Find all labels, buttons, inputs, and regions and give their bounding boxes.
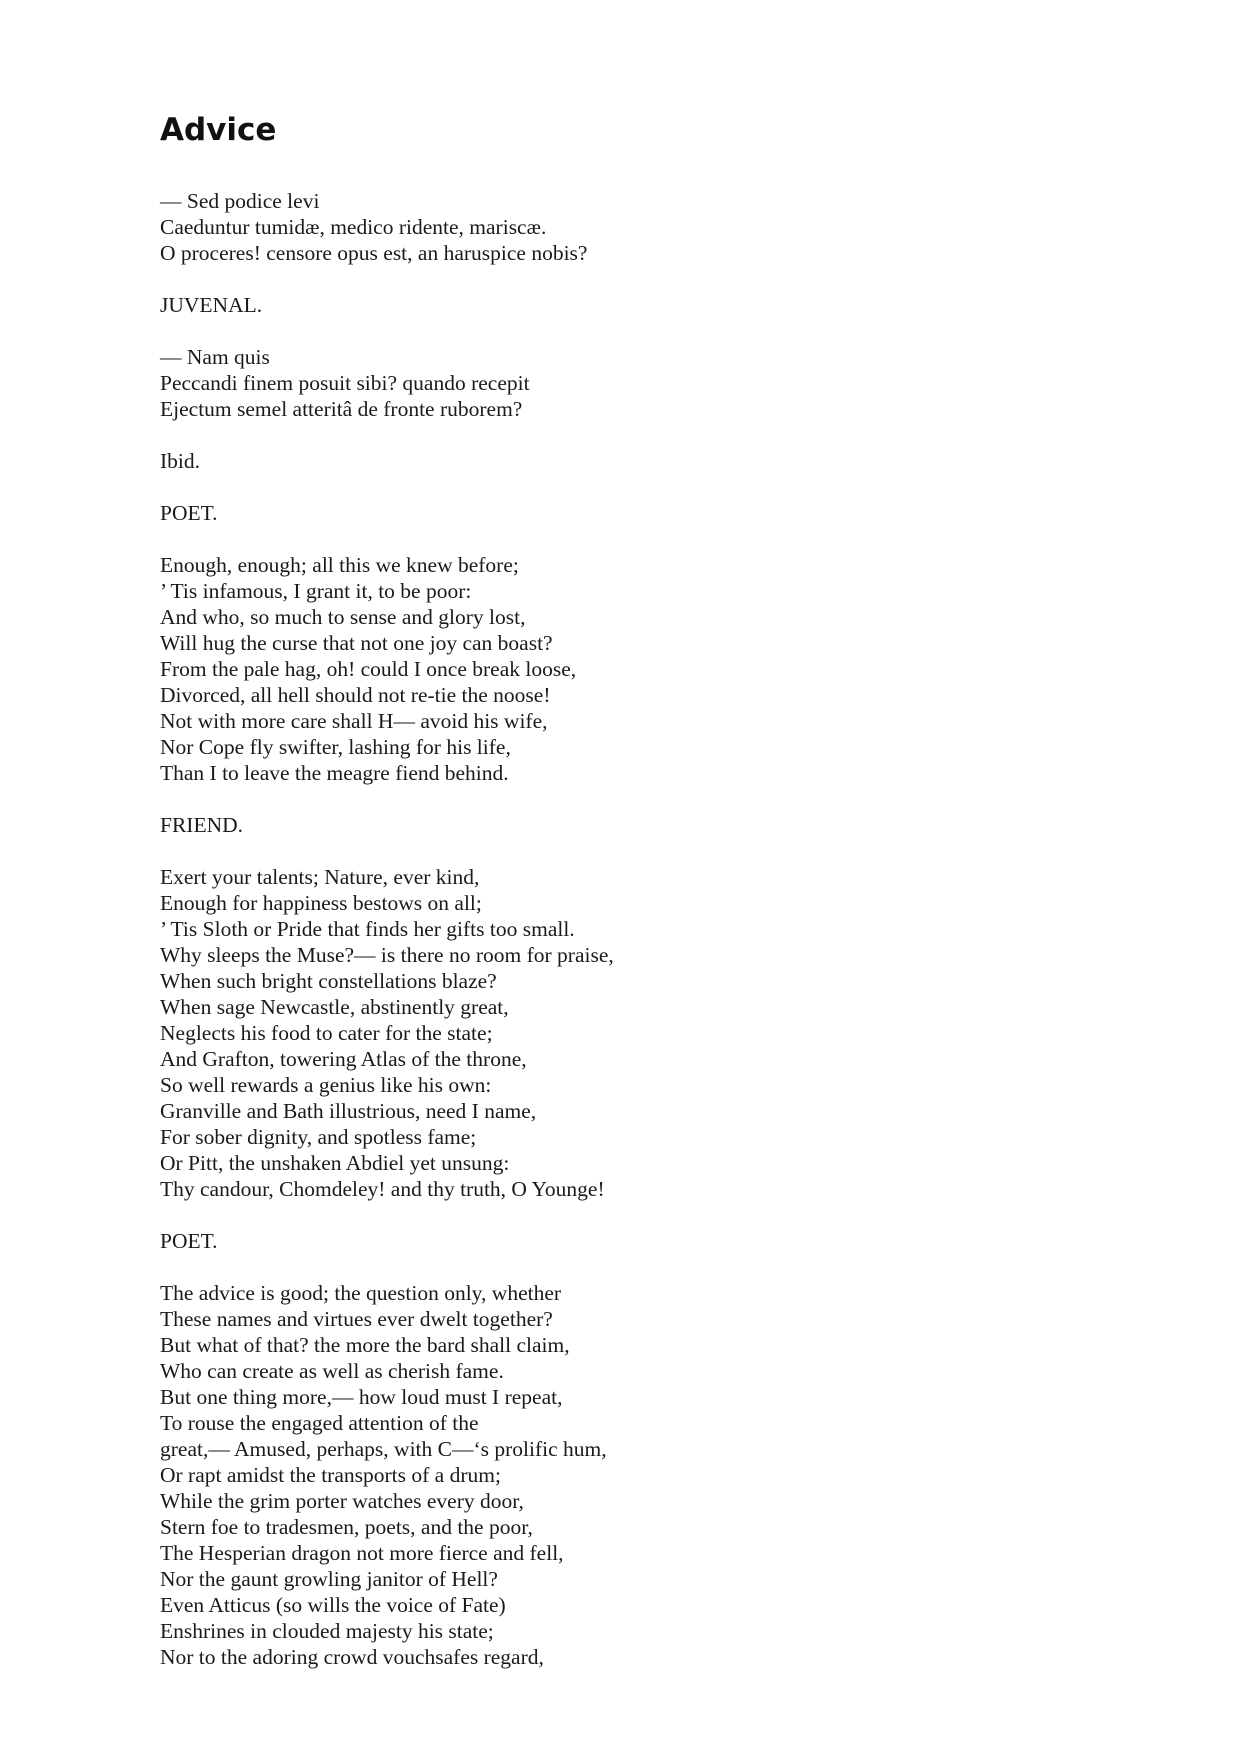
- verse-line: The advice is good; the question only, whether: [160, 1281, 562, 1305]
- speaker-poet-2: [160, 1228, 1060, 1254]
- speaker-poet-1: [160, 500, 1060, 526]
- verse-line: Caeduntur tumidæ, medico ridente, mariscæ.: [160, 215, 547, 239]
- verse-line: For sober dignity, and spotless fame;: [160, 1125, 477, 1149]
- verse-line: Will hug the curse that not one joy can boast?: [160, 631, 553, 655]
- epigraph-2: [160, 344, 1060, 422]
- verse-line: Peccandi finem posuit sibi? quando recepit: [160, 371, 530, 395]
- verse-line: ’ Tis Sloth or Pride that finds her gifts too small.: [160, 917, 575, 941]
- verse-line: Exert your talents; Nature, ever kind,: [160, 865, 480, 889]
- verse-line: Or Pitt, the unshaken Abdiel yet unsung:: [160, 1151, 510, 1175]
- speaker-friend: [160, 812, 1060, 838]
- verse-line: And who, so much to sense and glory lost,: [160, 605, 526, 629]
- verse-line: Thy candour, Chomdeley! and thy truth, O Younge!: [160, 1177, 605, 1201]
- verse-line: While the grim porter watches every door,: [160, 1489, 524, 1513]
- verse-line: So well rewards a genius like his own:: [160, 1073, 492, 1097]
- verse-line: great,— Amused, perhaps, with C—‘s prolific hum,: [160, 1437, 607, 1461]
- verse-line: Why sleeps the Muse?— is there no room for praise,: [160, 943, 614, 967]
- document-body: [160, 110, 1060, 1696]
- speaker-label: POET.: [160, 1229, 218, 1253]
- attribution-text: Ibid.: [160, 449, 201, 473]
- verse-line: Nor Cope fly swifter, lashing for his life,: [160, 735, 511, 759]
- verse-line: Or rapt amidst the transports of a drum;: [160, 1463, 501, 1487]
- verse-line: O proceres! censore opus est, an haruspice nobis?: [160, 241, 588, 265]
- verse-line: Even Atticus (so wills the voice of Fate): [160, 1593, 506, 1617]
- verse-line: Enshrines in clouded majesty his state;: [160, 1619, 494, 1643]
- page-title: Advice: [160, 112, 277, 148]
- speaker-label: FRIEND.: [160, 813, 244, 837]
- verse-line: When sage Newcastle, abstinently great,: [160, 995, 509, 1019]
- verse-line: Enough, enough; all this we knew before;: [160, 553, 519, 577]
- verse-line: — Sed podice levi: [160, 189, 320, 213]
- verse-line: Ejectum semel atteritâ de fronte ruborem?: [160, 397, 523, 421]
- verse-line: From the pale hag, oh! could I once break loose,: [160, 657, 577, 681]
- attribution-1: [160, 292, 1060, 318]
- speaker-label: POET.: [160, 501, 218, 525]
- verse-line: But what of that? the more the bard shall claim,: [160, 1333, 570, 1357]
- verse-line: Who can create as well as cherish fame.: [160, 1359, 504, 1383]
- stanza-1: [160, 552, 1060, 786]
- verse-line: Neglects his food to cater for the state;: [160, 1021, 493, 1045]
- verse-line: Divorced, all hell should not re-tie the noose!: [160, 683, 551, 707]
- verse-line: When such bright constellations blaze?: [160, 969, 497, 993]
- attribution-text: JUVENAL.: [160, 293, 263, 317]
- attribution-2: [160, 448, 1060, 474]
- verse-line: And Grafton, towering Atlas of the throne,: [160, 1047, 527, 1071]
- verse-line: To rouse the engaged attention of the: [160, 1411, 479, 1435]
- verse-line: Than I to leave the meagre fiend behind.: [160, 761, 509, 785]
- verse-line: Enough for happiness bestows on all;: [160, 891, 482, 915]
- stanza-3: [160, 1280, 1060, 1670]
- verse-line: Stern foe to tradesmen, poets, and the poor,: [160, 1515, 533, 1539]
- verse-line: But one thing more,— how loud must I repeat,: [160, 1385, 563, 1409]
- stanza-2: [160, 864, 1060, 1202]
- verse-line: — Nam quis: [160, 345, 270, 369]
- verse-line: These names and virtues ever dwelt together?: [160, 1307, 553, 1331]
- verse-line: Nor to the adoring crowd vouchsafes regard,: [160, 1645, 544, 1669]
- verse-line: The Hesperian dragon not more fierce and fell,: [160, 1541, 564, 1565]
- verse-line: ’ Tis infamous, I grant it, to be poor:: [160, 579, 472, 603]
- verse-line: Granville and Bath illustrious, need I name,: [160, 1099, 537, 1123]
- verse-line: Nor the gaunt growling janitor of Hell?: [160, 1567, 498, 1591]
- verse-line: Not with more care shall H— avoid his wife,: [160, 709, 548, 733]
- epigraph-1: [160, 188, 1060, 266]
